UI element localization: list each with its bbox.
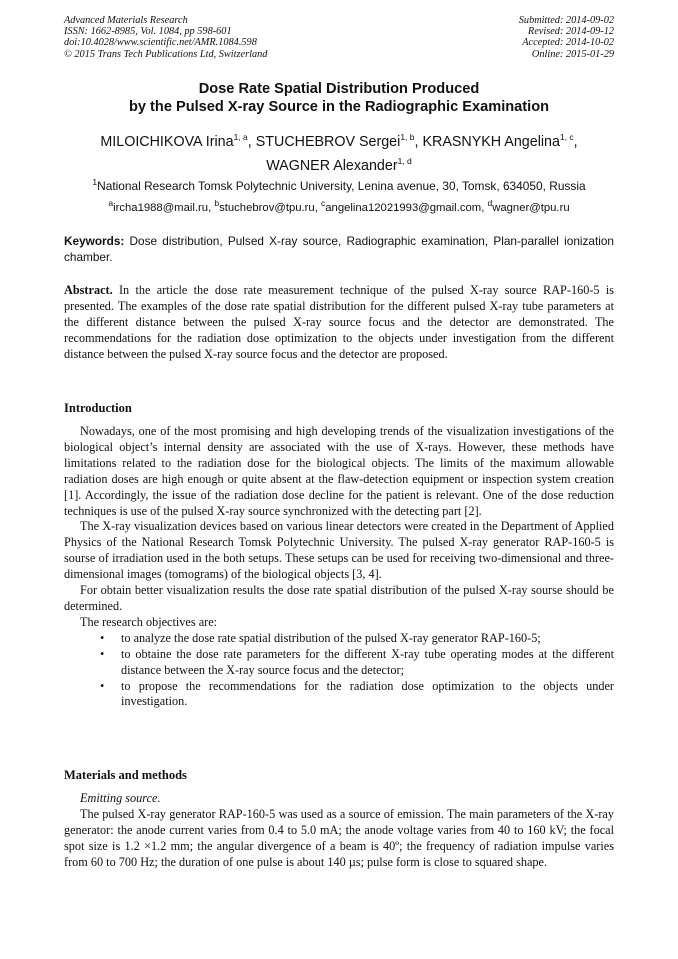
abstract <box>64 283 614 363</box>
author-separator: , <box>573 133 578 150</box>
author-name: WAGNER Alexander <box>266 158 398 175</box>
list-item-text: to propose the recommendations for the radiation dose optimization to the objects under investigation. <box>121 678 614 709</box>
affiliation <box>40 174 638 194</box>
list-item-text: to obtaine the dose rate parameters for the different X-ray tube operating modes at the different distance between the X-ray source focus and the detector; <box>121 646 614 677</box>
author-name: STUCHEBROV Sergei <box>255 133 401 150</box>
submitted-date: Submitted: 2014-09-02 <box>518 15 614 26</box>
author-affil-marker: 1, d <box>397 156 412 167</box>
title-line-2: by the Pulsed X-ray Source in the Radiographic Examination <box>128 99 550 115</box>
email-marker: b <box>214 198 220 208</box>
keywords-label: Keywords: <box>64 234 125 248</box>
paragraph: For obtain better visualization results the dose rate spatial distribution of the pulsed X-ray sourse should be determined. <box>64 583 614 613</box>
author-name: MILOICHIKOVA Irina <box>100 133 234 150</box>
paragraph: Nowadays, one of the most promising and high developing trends of the visualization investigations of the biological object’s internal density are associated with the use of X-rays. However, these methods have limitations related to the radiation dose for the biological objects. The limits of the maximum allowable radiation doses are high enough or quite absent at the flaw-detection equipment or inspection system creation [1]. Accordingly, the issue of the radiation dose decline for the patient is relevant. One of the dose reduction techniques is use of the pulsed X-ray source synchronized with the detecting part [2]. <box>64 424 614 518</box>
email-marker: c <box>321 198 326 208</box>
bullet-icon: • <box>100 630 105 645</box>
email-address: stuchebrov@tpu.ru <box>219 201 315 214</box>
introduction-heading: Introduction <box>64 401 132 415</box>
dates-info <box>519 15 614 60</box>
bullet-icon: • <box>100 678 105 693</box>
paragraph: The research objectives are: <box>80 614 218 629</box>
copyright-line: © 2015 Trans Tech Publications Ltd, Switzerland <box>64 48 268 60</box>
author-name: KRASNYKH Angelina <box>422 133 560 150</box>
paper-title <box>40 80 638 116</box>
email-address: angelina12021993@gmail.com <box>325 201 482 214</box>
methods-body <box>64 807 614 871</box>
author-affil-marker: 1, c <box>559 132 574 142</box>
email-list <box>40 195 638 216</box>
bullet-icon: • <box>100 646 105 661</box>
accepted-date: Accepted: 2014-10-02 <box>522 37 614 49</box>
keywords <box>64 234 614 265</box>
abstract-text: In the article the dose rate measurement technique of the pulsed X-ray source RAP-160-5 is presented. The examples of the dose rate spatial distribution for the different pulsed X-ray tube parameters at the different distance between the pulsed X-ray source focus and the detector are demonstrated. The recommendations for the radiation dose optimization to the objects under investigation from the different distance between the pulsed X-ray source focus and the detector are proposed. <box>64 283 614 361</box>
author-separator: , <box>247 133 256 150</box>
email-marker: d <box>487 198 493 208</box>
affiliation-text: National Research Tomsk Polytechnic University, Lenina avenue, 30, Tomsk, 634050, Russia <box>97 178 586 193</box>
journal-info <box>64 15 267 60</box>
email-separator: , <box>208 201 215 214</box>
methods-heading: Materials and methods <box>64 768 187 782</box>
list-item <box>64 631 614 647</box>
author-separator: , <box>414 133 423 150</box>
list-item <box>64 647 614 679</box>
email-marker: a <box>108 198 114 208</box>
abstract-label: Abstract. <box>64 283 113 297</box>
doi-line: doi:10.4028/www.scientific.net/AMR.1084.598 <box>64 37 257 49</box>
email-separator: , <box>314 201 321 214</box>
journal-name: Advanced Materials Research <box>64 15 188 26</box>
email-address: ircha1988@mail.ru <box>113 201 209 214</box>
list-item <box>64 679 614 711</box>
revised-date: Revised: 2014-09-12 <box>527 26 614 38</box>
email-address: wagner@tpu.ru <box>492 201 570 214</box>
keywords-text: Dose distribution, Pulsed X-ray source, Radiographic examination, Plan-parallel ionization chamber. <box>64 234 614 264</box>
online-date: Online: 2015-01-29 <box>531 48 614 60</box>
author-list <box>50 128 628 177</box>
paragraph: The pulsed X-ray generator RAP-160-5 was used as a source of emission. The main parameters of the X-ray generator: the anode current varies from 0.4 to 5.0 mA; the anode voltage varies from 40 to 160 kV; the focal spot size is 1.2 ×1.2 mm; the angular divergence of a beam is 40º; the frequency of radiation impulse varies from 60 to 700 Hz; the duration of one pulse is about 140 µs; pulse form is close to squared shape. <box>64 807 614 869</box>
methods-subheading: Emitting source. <box>80 791 161 805</box>
author-affil-marker: 1, a <box>233 132 248 142</box>
title-line-1: Dose Rate Spatial Distribution Produced <box>198 81 480 97</box>
affiliation-marker: 1 <box>92 177 98 187</box>
list-item-text: to analyze the dose rate spatial distribution of the pulsed X-ray generator RAP-160-5; <box>121 630 541 645</box>
author-affil-marker: 1, b <box>400 132 415 142</box>
issn-line: ISSN: 1662-8985, Vol. 1084, pp 598-601 <box>64 26 232 38</box>
paragraph: The X-ray visualization devices based on various linear detectors were created in the Department of Applied Physics of the National Research Tomsk Polytechnic University. The pulsed X-ray generator RAP-160-5 is sourse of irradiation used in the both setups. These setups can be used for receiving two-dimensional and three-dimensional images (tomograms) of the biological objects [3, 4]. <box>64 519 614 582</box>
introduction-body <box>64 424 614 710</box>
objectives-list <box>64 631 614 711</box>
email-separator: , <box>481 201 488 214</box>
journal-header <box>64 15 614 60</box>
